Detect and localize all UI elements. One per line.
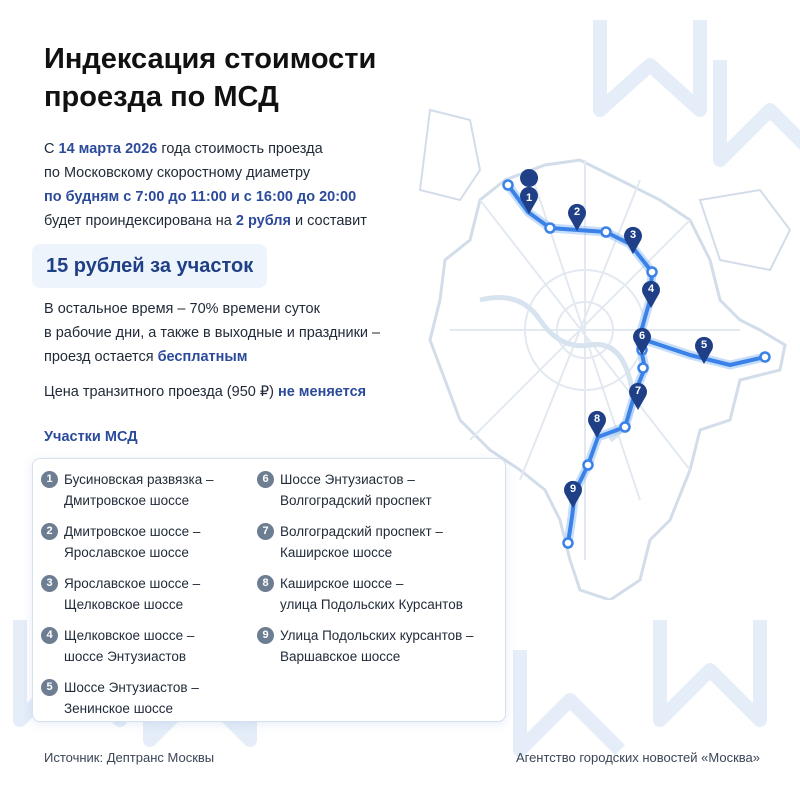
segment-number: 7 (257, 523, 274, 540)
list-item (257, 573, 463, 615)
intro-date: 14 марта 2026 (58, 141, 158, 157)
page-title (44, 40, 424, 116)
transit-bold: не меняется (277, 384, 367, 400)
segment-line: Шоссе Энтузиастов – (64, 680, 199, 695)
segment-line: Каширское шоссе – (280, 576, 404, 591)
segment-line: улица Подольских Курсантов (280, 597, 463, 612)
transit-text: Цена транзитного проезда (950 ₽) (44, 384, 278, 400)
other-time-paragraph (44, 297, 434, 369)
list-item (257, 469, 432, 511)
segment-number: 2 (41, 523, 58, 540)
segment-number: 8 (257, 575, 274, 592)
list-item (41, 625, 194, 667)
marker-label: 6 (638, 330, 646, 342)
segment-line: Ярославское шоссе (64, 545, 189, 560)
segment-number: 6 (257, 471, 274, 488)
title-line-1: Индексация стоимости (44, 43, 377, 75)
intro-text: по Московскому скоростному диаметру (44, 165, 311, 181)
other-time-text: В остальное время – 70% времени суток (44, 301, 320, 317)
segment-line: Щелковское шоссе (64, 597, 184, 612)
list-item (257, 625, 474, 667)
segment-number: 3 (41, 575, 58, 592)
segment-number: 4 (41, 627, 58, 644)
marker-label: 1 (525, 192, 533, 204)
segment-line: Каширское шоссе (280, 545, 393, 560)
intro-hours: по будням с 7:00 до 11:00 и с 16:00 до 20:00 (44, 189, 357, 205)
segment-line: Волгоградский проспект – (280, 524, 443, 539)
segment-number: 9 (257, 627, 274, 644)
other-time-text: проезд остается (44, 349, 158, 365)
list-item (41, 521, 200, 563)
segments-title: Участки МСД (44, 429, 138, 445)
agency-credit: Агентство городских новостей «Москва» (515, 750, 760, 765)
intro-text: года стоимость проезда (157, 141, 323, 157)
marker-label: 8 (593, 413, 601, 425)
transit-note (44, 380, 434, 404)
segment-line: Дмитровское шоссе – (64, 524, 201, 539)
list-item (41, 469, 214, 511)
marker-label: 7 (634, 385, 642, 397)
segment-line: Бусиновская развязка – (64, 472, 214, 487)
marker-label: 4 (647, 283, 655, 295)
other-time-text: в рабочие дни, а также в выходные и праздники – (44, 325, 381, 341)
segment-number: 5 (41, 679, 58, 696)
segment-line: Варшавское шоссе (280, 649, 401, 664)
segment-line: Дмитровское шоссе (64, 493, 190, 508)
segment-line: Зенинское шоссе (64, 701, 174, 716)
marker-label: 5 (700, 339, 708, 351)
segment-line: Щелковское шоссе – (64, 628, 195, 643)
intro-text: будет проиндексирована на (44, 213, 236, 229)
segment-number: 1 (41, 471, 58, 488)
intro-paragraph (44, 137, 434, 233)
segment-line: Волгоградский проспект (280, 493, 432, 508)
title-line-2: проезда по МСД (44, 81, 279, 113)
segment-line: Ярославское шоссе – (64, 576, 201, 591)
free-label: бесплатным (157, 349, 248, 365)
marker-label: 3 (629, 229, 637, 241)
marker-label: 9 (569, 483, 577, 495)
intro-text: и составит (290, 213, 367, 229)
list-item (257, 521, 443, 563)
list-item (41, 677, 199, 719)
marker-label: 2 (573, 206, 581, 218)
price-highlight (32, 244, 267, 288)
intro-text: С (44, 141, 59, 157)
price-text: 15 рублей за участок (46, 254, 254, 277)
segments-list (32, 458, 506, 722)
segment-line: Шоссе Энтузиастов – (280, 472, 415, 487)
intro-amount: 2 рубля (235, 213, 291, 229)
segment-line: шоссе Энтузиастов (64, 649, 187, 664)
source-credit: Источник: Дептранс Москвы (44, 750, 215, 765)
list-item (41, 573, 200, 615)
segment-line: Улица Подольских курсантов – (280, 628, 474, 643)
